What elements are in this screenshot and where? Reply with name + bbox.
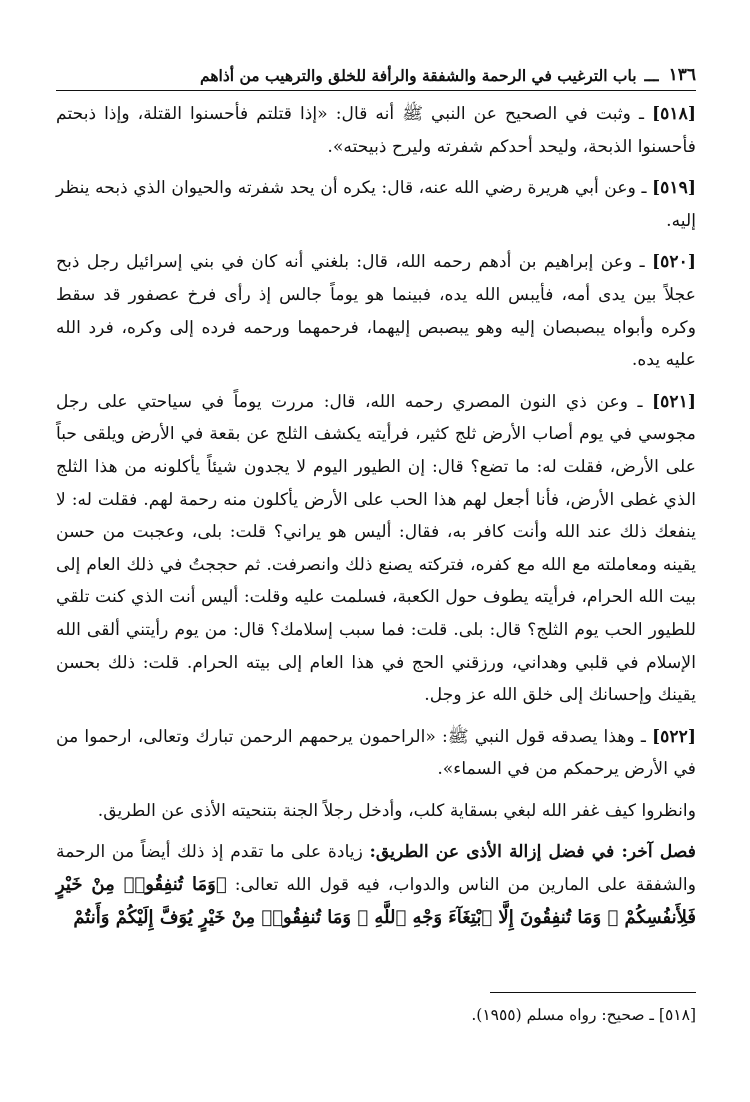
hadith-number: [٥١٨] bbox=[652, 104, 696, 124]
hadith-text: ـ وعن إبراهيم بن أدهم رحمه الله، قال: بلغني أنه كان في بني إسرائيل رجل ذبح عجلاً بين يدى أمه، فأيبس الله يده، فبينما هو يوماً جالس إذ رأى فرخ عصفور قد سقط وكره وأبواه يبصبصان إليه وهو يبصبص إليهما، فرحمهما ورحمه فرده إلى وكره، فرد الله عليه يده. bbox=[56, 252, 696, 371]
hadith-number: [٥١٩] bbox=[652, 178, 696, 199]
quran-verse: ﴿وَمَا تُنفِقُوا۟ مِنْ خَيْرٍ فَلِأَنفُسِكُمْ ۚ وَمَا تُنفِقُونَ إِلَّا ٱبْتِغَآءَ وَجْهِ ٱللَّهِ ۚ وَمَا تُنفِقُوا۟ مِنْ خَيْرٍ يُوَفَّ إِلَيْكُمْ وَأَنتُمْ bbox=[56, 874, 696, 928]
hadith-number: [٥٢٠] bbox=[652, 252, 696, 273]
hadith-text: ـ وعن أبي هريرة رضي الله عنه، قال: يكره أن يحد شفرته والحيوان الذي ذبحه ينظر إليه. bbox=[56, 178, 696, 231]
page-number: ١٣٦ bbox=[668, 65, 696, 85]
section-heading: فصل آخر: في فضل إزالة الأذى عن الطريق: bbox=[369, 842, 696, 863]
hadith-paragraph bbox=[56, 721, 696, 786]
running-title: باب الترغيب في الرحمة والشفقة والرأفة للخلق والترهيب من أذاهم bbox=[200, 65, 637, 85]
hadith-number: [٥٢١] bbox=[652, 391, 696, 412]
page-body bbox=[56, 98, 696, 938]
section-paragraph bbox=[56, 836, 696, 934]
hadith-text: ـ وهذا يصدقه قول النبي ﷺ: «الراحمون يرحمهم الرحمن تبارك وتعالى، ارحموا من في الأرض يرحمكم من في السماء». bbox=[56, 726, 696, 780]
hadith-paragraph bbox=[56, 246, 696, 376]
plain-paragraph: وانظروا كيف غفر الله لبغي بسقاية كلب، وأدخل رجلاً الجنة بتنحيته الأذى عن الطريق. bbox=[97, 800, 696, 821]
hadith-text: ـ وعن ذي النون المصري رحمه الله، قال: مررت يوماً في سياحتي على رجل مجوسي في يوم أصاب الأرض ثلج كثير، فرأيته يكشف الثلج عن بقعة في الأرض ويلقى حباً على الأرض، فقلت له: ما تضع؟ قال: إن الطيور اليوم لا يجدون شيئاً يأكلونه من هذا الثلج الذي غطى الأرض، فأنا أجعل لهم هذا الحب على الأرض يأكلون منه رحمة لهم. فقلت له: لا ينفعك ذلك عند الله وأنت كافر به، فقال: أليس هو يراني؟ قلت: بلى، وعجبت من حسن يقينه ومعاملته مع الله مع كفره، فتركته يصنع ذلك وانصرفت. ثم حججتُ في ذلك العام إلى بيت الله الحرام، فرأيته يطوف حول الكعبة، فسلمت عليه وقلت: أليس أنت الذي كنت تلقي للطيور الحب يوم الثلج؟ قال: بلى. قلت: فما سبب إسلامك؟ قال: من يوم رأيتني ألقى الله الإسلام في قلبي وهداني، ورزقني الحج في هذا العام إلى بيته الحرام. قلت: ذلك بحسن يقينك وإحسانك إلى خلق الله عز وجل. bbox=[56, 391, 696, 706]
section-text: زيادة على ما تقدم إذ ذلك أيضاً من الرحمة والشفقة على المارين من الناس والدواب، فيه قول الله تعالى: bbox=[56, 842, 696, 896]
hadith-number: [٥٢٢] bbox=[652, 726, 696, 747]
hadith-paragraph bbox=[56, 172, 696, 237]
page-header bbox=[56, 60, 696, 91]
footnote-divider bbox=[490, 992, 696, 993]
hadith-paragraph bbox=[56, 98, 696, 163]
hadith-paragraph bbox=[56, 386, 696, 712]
footnote: [٥١٨] ـ صحيح: رواه مسلم (١٩٥٥). bbox=[471, 1006, 696, 1024]
header-dash: ـــ bbox=[644, 65, 659, 85]
hadith-text: ـ وثبت في الصحيح عن النبي ﷺ أنه قال: «إذا قتلتم فأحسنوا القتلة، وإذا ذبحتم فأحسنوا الذبحة، وليحد أحدكم شفرته وليرح ذبيحته». bbox=[56, 104, 696, 157]
